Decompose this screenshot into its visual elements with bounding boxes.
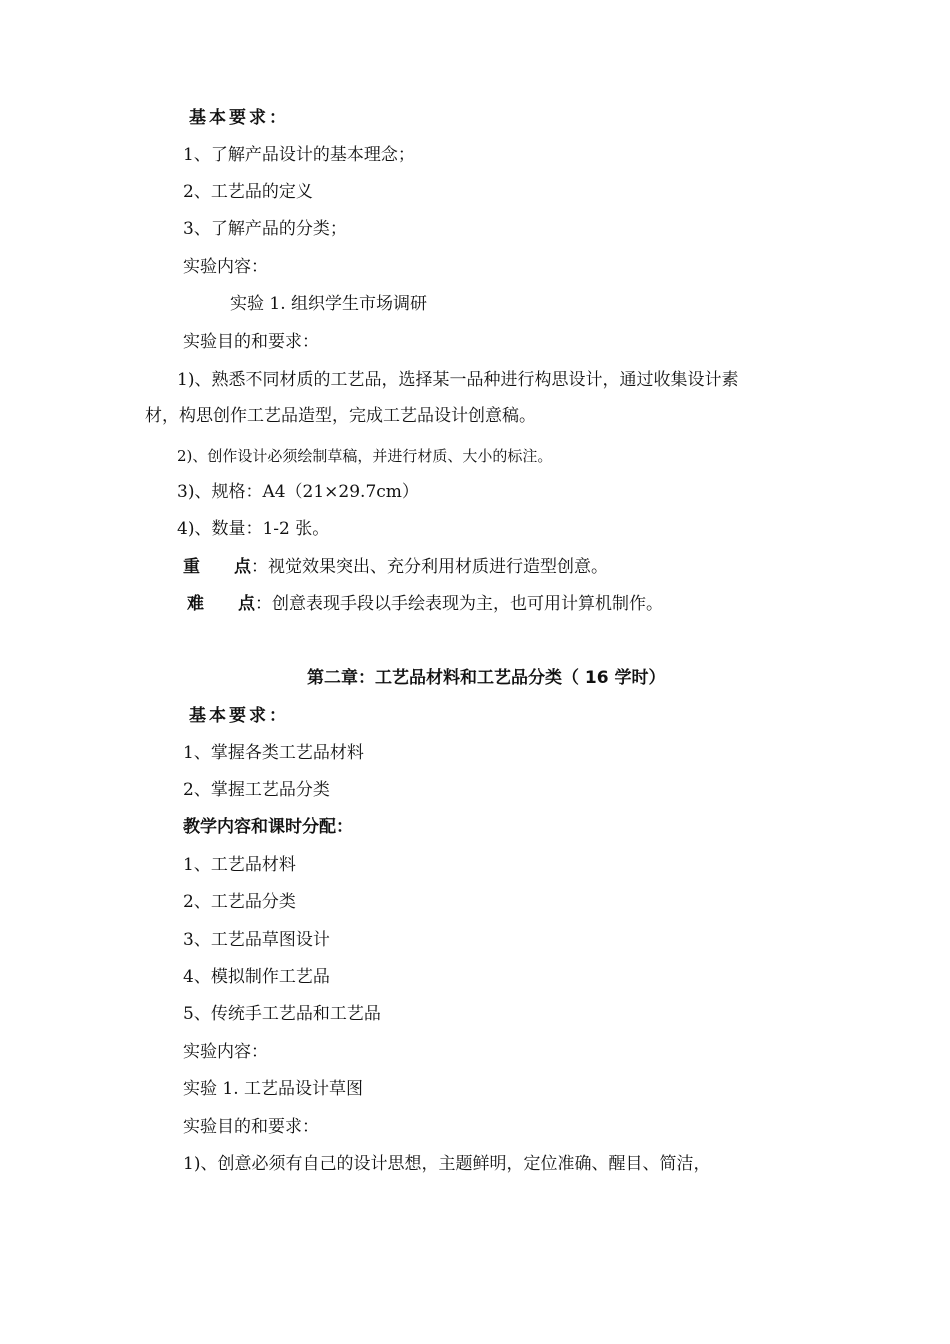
requirement-3: 3)、规格：A4（21×29.7cm） (177, 482, 419, 502)
basic-requirements-heading: 基本要求： (189, 108, 289, 128)
difficult-point-text: ：创意表现手段以手绘表现为主，也可用计算机制作。 (255, 594, 663, 614)
requirement-2: 2)、创作设计必须绘制草稿，并进行材质、大小的标注。 (177, 447, 553, 465)
key-point-text: ：视觉效果突出、充分利用材质进行造型创意。 (251, 557, 608, 577)
experiment-title: 实验 1. 工艺品设计草图 (183, 1079, 364, 1099)
list-item: 2、工艺品的定义 (183, 182, 313, 202)
key-point (183, 555, 608, 579)
requirement-1-line-1: 1)、熟悉不同材质的工艺品，选择某一品种进行构思设计，通过收集设计素 (177, 370, 739, 390)
list-item: 3、工艺品草图设计 (183, 930, 330, 950)
key-point-label: 重 点 (183, 557, 251, 577)
requirement-1: 1)、创意必须有自己的设计思想，主题鲜明，定位准确、醒目、简洁， (183, 1154, 711, 1174)
experiment-content-label: 实验内容： (183, 257, 268, 277)
chapter-title: 第二章：工艺品材料和工艺品分类（ 16 学时） (307, 668, 666, 688)
experiment-goal-label: 实验目的和要求： (183, 332, 319, 352)
difficult-point (187, 592, 663, 616)
list-item: 1、了解产品设计的基本理念； (183, 145, 415, 165)
list-item: 1、掌握各类工艺品材料 (183, 743, 364, 763)
list-item: 3、了解产品的分类； (183, 219, 347, 239)
list-item: 4、模拟制作工艺品 (183, 967, 330, 987)
experiment-content-label: 实验内容： (183, 1042, 268, 1062)
list-item: 1、工艺品材料 (183, 855, 296, 875)
requirement-4: 4)、数量：1-2 张。 (177, 519, 330, 539)
experiment-title: 实验 1. 组织学生市场调研 (230, 294, 428, 314)
teaching-content-label: 教学内容和课时分配： (183, 817, 353, 837)
difficult-point-label: 难 点 (187, 594, 255, 614)
basic-requirements-heading: 基本要求： (189, 706, 289, 726)
list-item: 2、掌握工艺品分类 (183, 780, 330, 800)
experiment-goal-label: 实验目的和要求： (183, 1117, 319, 1137)
list-item: 5、传统手工艺品和工艺品 (183, 1004, 381, 1024)
list-item: 2、工艺品分类 (183, 892, 296, 912)
requirement-1-line-2: 材，构思创作工艺品造型，完成工艺品设计创意稿。 (145, 406, 536, 426)
